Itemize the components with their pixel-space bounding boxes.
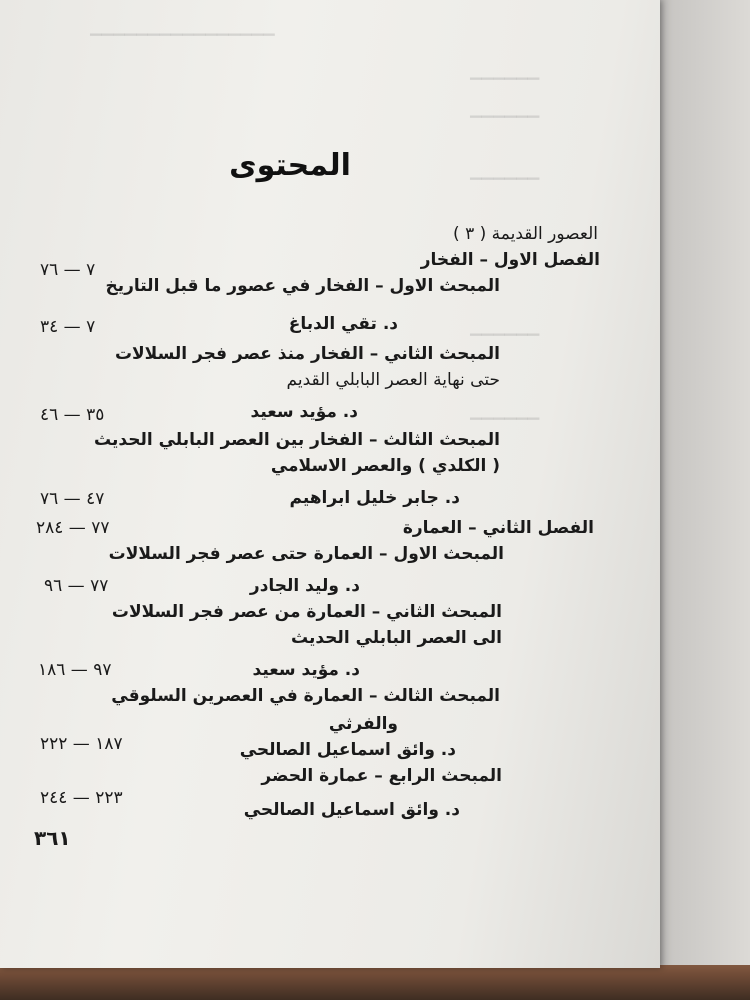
show-through-text: ▁▁▁▁▁▁ bbox=[470, 100, 540, 118]
section-title-cont: ( الكلدي ) والعصر الاسلامي bbox=[270, 456, 500, 476]
page-range: ٣٥ — ٤٦ bbox=[40, 405, 105, 425]
section-title-cont: الى العصر البابلي الحديث bbox=[290, 628, 502, 648]
show-through-text: ▁▁▁▁▁▁ bbox=[470, 162, 540, 180]
author-name: د. وائق اسماعيل الصالحي bbox=[243, 800, 460, 820]
page-range: ١٨٧ — ٢٢٢ bbox=[40, 734, 123, 754]
page-range: ٧٧ — ٩٦ bbox=[44, 576, 109, 596]
section-title-cont: والفرثي bbox=[328, 714, 398, 734]
author-name: د. مؤيد سعيد bbox=[252, 660, 360, 680]
page-number: ٣٦١ bbox=[34, 826, 71, 850]
section-title-cont: حتى نهاية العصر البابلي القديم bbox=[286, 370, 500, 390]
chapter-heading: الفصل الاول – الفخار bbox=[420, 250, 600, 270]
page-range: ٢٢٣ — ٢٤٤ bbox=[40, 788, 123, 808]
author-name: د. وائق اسماعيل الصالحي bbox=[239, 740, 456, 760]
section-title: المبحث الثاني – العمارة من عصر فجر السلالات bbox=[111, 602, 502, 622]
section-title: المبحث الثالث – العمارة في العصرين السلوقي bbox=[111, 686, 500, 706]
section-title: المبحث الاول – الفخار في عصور ما قبل التاريخ bbox=[105, 276, 500, 296]
show-through-text: ▁▁▁▁▁▁ bbox=[470, 402, 540, 420]
author-name: د. وليد الجادر bbox=[249, 576, 360, 596]
page-range: ٧٧ — ٢٨٤ bbox=[36, 518, 110, 538]
section-title: المبحث الرابع – عمارة الحضر bbox=[261, 766, 502, 786]
page-range: ٧ — ٣٤ bbox=[40, 317, 96, 337]
page-range: ٧ — ٧٦ bbox=[40, 260, 96, 280]
author-name: د. تقي الدباغ bbox=[288, 314, 398, 334]
chapter-heading: الفصل الثاني – العمارة bbox=[402, 518, 594, 538]
section-title: المبحث الثالث – الفخار بين العصر البابلي الحديث bbox=[94, 430, 500, 450]
section-title: المبحث الاول – العمارة حتى عصر فجر السلالات bbox=[108, 544, 504, 564]
show-through-text: ▁▁▁▁▁▁ bbox=[470, 62, 540, 80]
page-range: ٤٧ — ٧٦ bbox=[40, 489, 105, 509]
author-name: د. مؤيد سعيد bbox=[250, 402, 358, 422]
volume-heading: العصور القديمة ( ٣ ) bbox=[453, 224, 598, 244]
page-range: ٩٧ — ١٨٦ bbox=[38, 660, 112, 680]
show-through-text: ▁▁▁▁▁▁▁▁▁▁▁▁▁▁▁▁ bbox=[90, 18, 275, 36]
author-name: د. جابر خليل ابراهيم bbox=[289, 488, 460, 508]
show-through-text: ▁▁▁▁▁▁ bbox=[470, 318, 540, 336]
page-title: المحتوى bbox=[229, 148, 351, 183]
section-title: المبحث الثاني – الفخار منذ عصر فجر السلالات bbox=[114, 344, 500, 364]
